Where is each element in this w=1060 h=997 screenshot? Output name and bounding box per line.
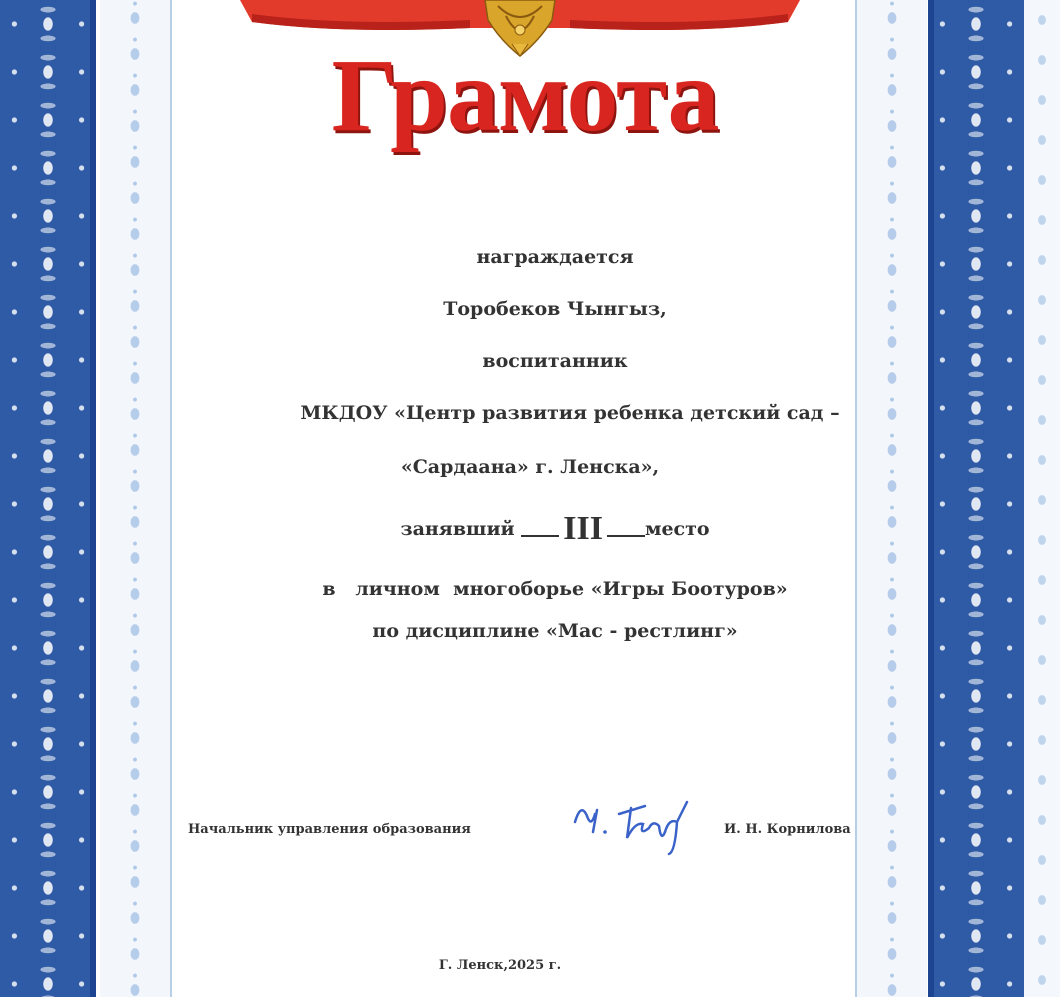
signer-name: И. Н. Корнилова (724, 822, 851, 837)
institution-line-2: «Сардаана» г. Ленска», (400, 456, 660, 478)
awarded-text: награждается (476, 246, 634, 268)
place-line (170, 510, 940, 548)
place-blank-right (607, 535, 645, 537)
right-inner-ornament-band (855, 0, 927, 997)
right-edge-pattern (1024, 0, 1060, 997)
certificate-title: Грамота (331, 38, 719, 153)
right-ornamental-border (928, 0, 1024, 997)
flag-ribbon (240, 0, 800, 30)
handwritten-signature (565, 792, 705, 858)
left-inner-ornament-band (100, 0, 172, 997)
event-line-2: по дисциплине «Мас - рестлинг» (372, 620, 738, 642)
city-year: Г. Ленск,2025 г. (438, 958, 562, 973)
place-blank-left (521, 535, 559, 537)
place-prefix: занявший (400, 518, 515, 540)
place-number: III (563, 510, 603, 547)
event-line-1: в личном многоборье «Игры Боотуров» (322, 578, 788, 600)
place-suffix: место (644, 518, 710, 540)
left-ornamental-border (0, 0, 96, 997)
signer-title: Начальник управления образования (188, 822, 471, 837)
recipient-name: Торобеков Чынгыз, (443, 298, 667, 320)
institution-line-1: МКДОУ «Центр развития ребенка детский сад – (300, 402, 840, 424)
recipient-role: воспитанник (482, 350, 628, 372)
